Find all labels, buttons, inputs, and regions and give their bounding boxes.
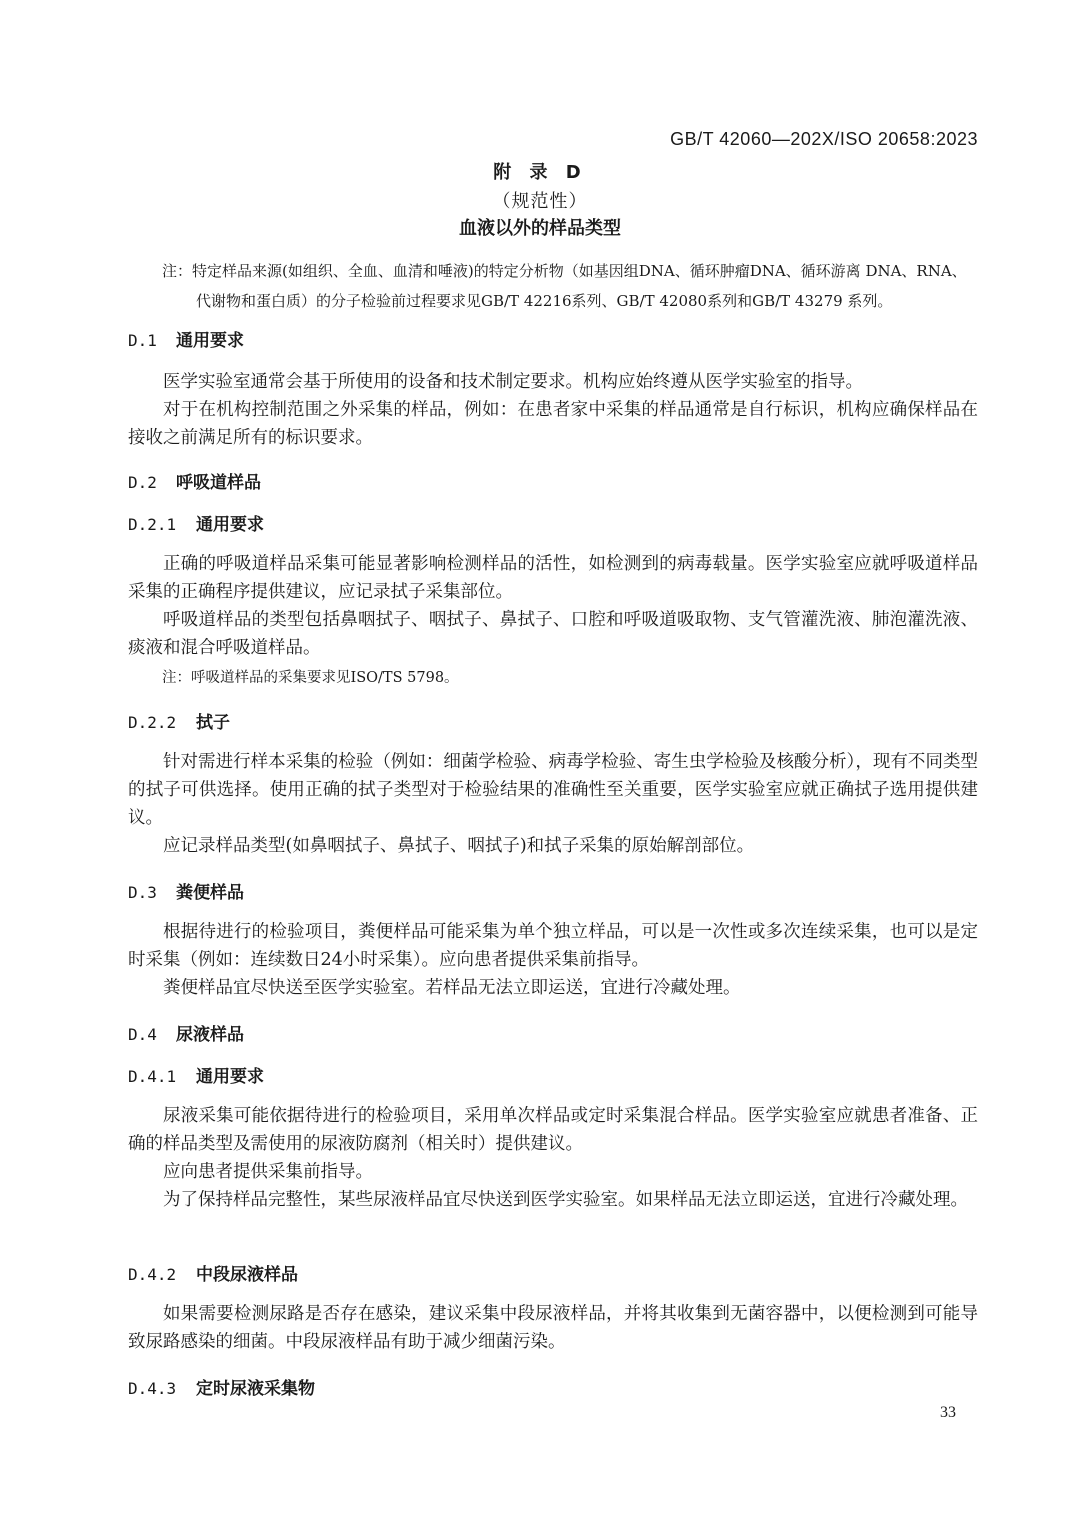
section-d22-body (128, 748, 978, 860)
heading-title: 呼吸道样品 (176, 473, 261, 493)
paragraph: 尿液采集可能依据待进行的检验项目，采用单次样品或定时采集混合样品。医学实验室应就患者准备、正确的样品类型及需使用的尿液防腐剂（相关时）提供建议。 (128, 1106, 978, 1154)
paragraph: 针对需进行样本采集的检验（例如：细菌学检验、病毒学检验、寄生虫学检验及核酸分析），现有不同类型的拭子可供选择。使用正确的拭子类型对于检验结果的准确性至关重要，医学实验室应就正确拭子选用提供建议。 (128, 752, 978, 828)
section-d41-body (128, 1102, 978, 1214)
standard-code: GB/T 42060—202X/ISO 20658:2023 (670, 129, 978, 149)
heading-d41 (128, 1062, 264, 1087)
heading-number: D.4.2 (128, 1265, 177, 1284)
page-number: 33 (940, 1404, 956, 1421)
heading-number: D.3 (128, 883, 157, 902)
heading-number: D.2.2 (128, 713, 177, 732)
heading-d4 (128, 1020, 244, 1045)
annex-title: 附 录 D (493, 162, 587, 183)
heading-d3 (128, 878, 244, 903)
heading-title: 通用要求 (176, 331, 244, 351)
top-note-line-2: 代谢物和蛋白质）的分子检验前过程要求见GB/T 42216系列、GB/T 42080系列和GB/T 43279 系列。 (196, 292, 893, 310)
heading-title: 中段尿液样品 (196, 1265, 298, 1285)
paragraph: 应向患者提供采集前指导。 (163, 1162, 373, 1182)
heading-d2 (128, 468, 261, 493)
paragraph: 对于在机构控制范围之外采集的样品，例如：在患者家中采集的样品通常是自行标识，机构应确保样品在接收之前满足所有的标识要求。 (128, 400, 978, 448)
heading-number: D.2.1 (128, 515, 177, 534)
paragraph: 呼吸道样品的类型包括鼻咽拭子、咽拭子、鼻拭子、口腔和呼吸道吸取物、支气管灌洗液、肺泡灌洗液、痰液和混合呼吸道样品。 (128, 610, 978, 658)
note-d21: 注：呼吸道样品的采集要求见ISO/TS 5798。 (162, 670, 459, 686)
annex-name: 血液以外的样品类型 (459, 218, 621, 239)
paragraph: 应记录样品类型(如鼻咽拭子、鼻拭子、咽拭子)和拭子采集的原始解剖部位。 (163, 836, 755, 856)
top-note-line-1: 注：特定样品来源(如组织、全血、血清和唾液)的特定分析物（如基因组DNA、循环肿瘤DNA、循环游离 DNA、RNA、 (162, 262, 967, 280)
paragraph: 如果需要检测尿路是否存在感染，建议采集中段尿液样品，并将其收集到无菌容器中，以便检测到可能导致尿路感染的细菌。中段尿液样品有助于减少细菌污染。 (128, 1304, 978, 1352)
heading-title: 通用要求 (196, 515, 264, 535)
heading-title: 通用要求 (196, 1067, 264, 1087)
heading-title: 粪便样品 (176, 883, 244, 903)
heading-d42 (128, 1260, 298, 1285)
section-d42-body (128, 1300, 978, 1356)
heading-number: D.4 (128, 1025, 157, 1044)
paragraph: 为了保持样品完整性，某些尿液样品宜尽快送到医学实验室。如果样品无法立即运送，宜进行冷藏处理。 (163, 1190, 968, 1210)
heading-d1 (128, 326, 244, 351)
heading-number: D.1 (128, 331, 157, 350)
paragraph: 医学实验室通常会基于所使用的设备和技术制定要求。机构应始终遵从医学实验室的指导。 (163, 372, 863, 392)
heading-number: D.4.1 (128, 1067, 177, 1086)
heading-d21 (128, 510, 264, 535)
heading-d43 (128, 1374, 315, 1399)
heading-title: 尿液样品 (176, 1025, 244, 1045)
section-d21-body (128, 550, 978, 662)
heading-number: D.4.3 (128, 1379, 177, 1398)
heading-d22 (128, 708, 230, 733)
section-d1-body (128, 368, 978, 452)
annex-nature: （规范性） (492, 191, 588, 212)
paragraph: 粪便样品宜尽快送至医学实验室。若样品无法立即运送，宜进行冷藏处理。 (163, 978, 741, 998)
heading-title: 定时尿液采集物 (196, 1379, 315, 1399)
section-d3-body (128, 918, 978, 1002)
paragraph: 根据待进行的检验项目，粪便样品可能采集为单个独立样品，可以是一次性或多次连续采集，也可以是定时采集（例如：连续数日24小时采集）。应向患者提供采集前指导。 (128, 922, 978, 970)
heading-number: D.2 (128, 473, 157, 492)
top-note (162, 256, 982, 316)
paragraph: 正确的呼吸道样品采集可能显著影响检测样品的活性，如检测到的病毒载量。医学实验室应就呼吸道样品采集的正确程序提供建议，应记录拭子采集部位。 (128, 554, 978, 602)
heading-title: 拭子 (196, 713, 230, 733)
